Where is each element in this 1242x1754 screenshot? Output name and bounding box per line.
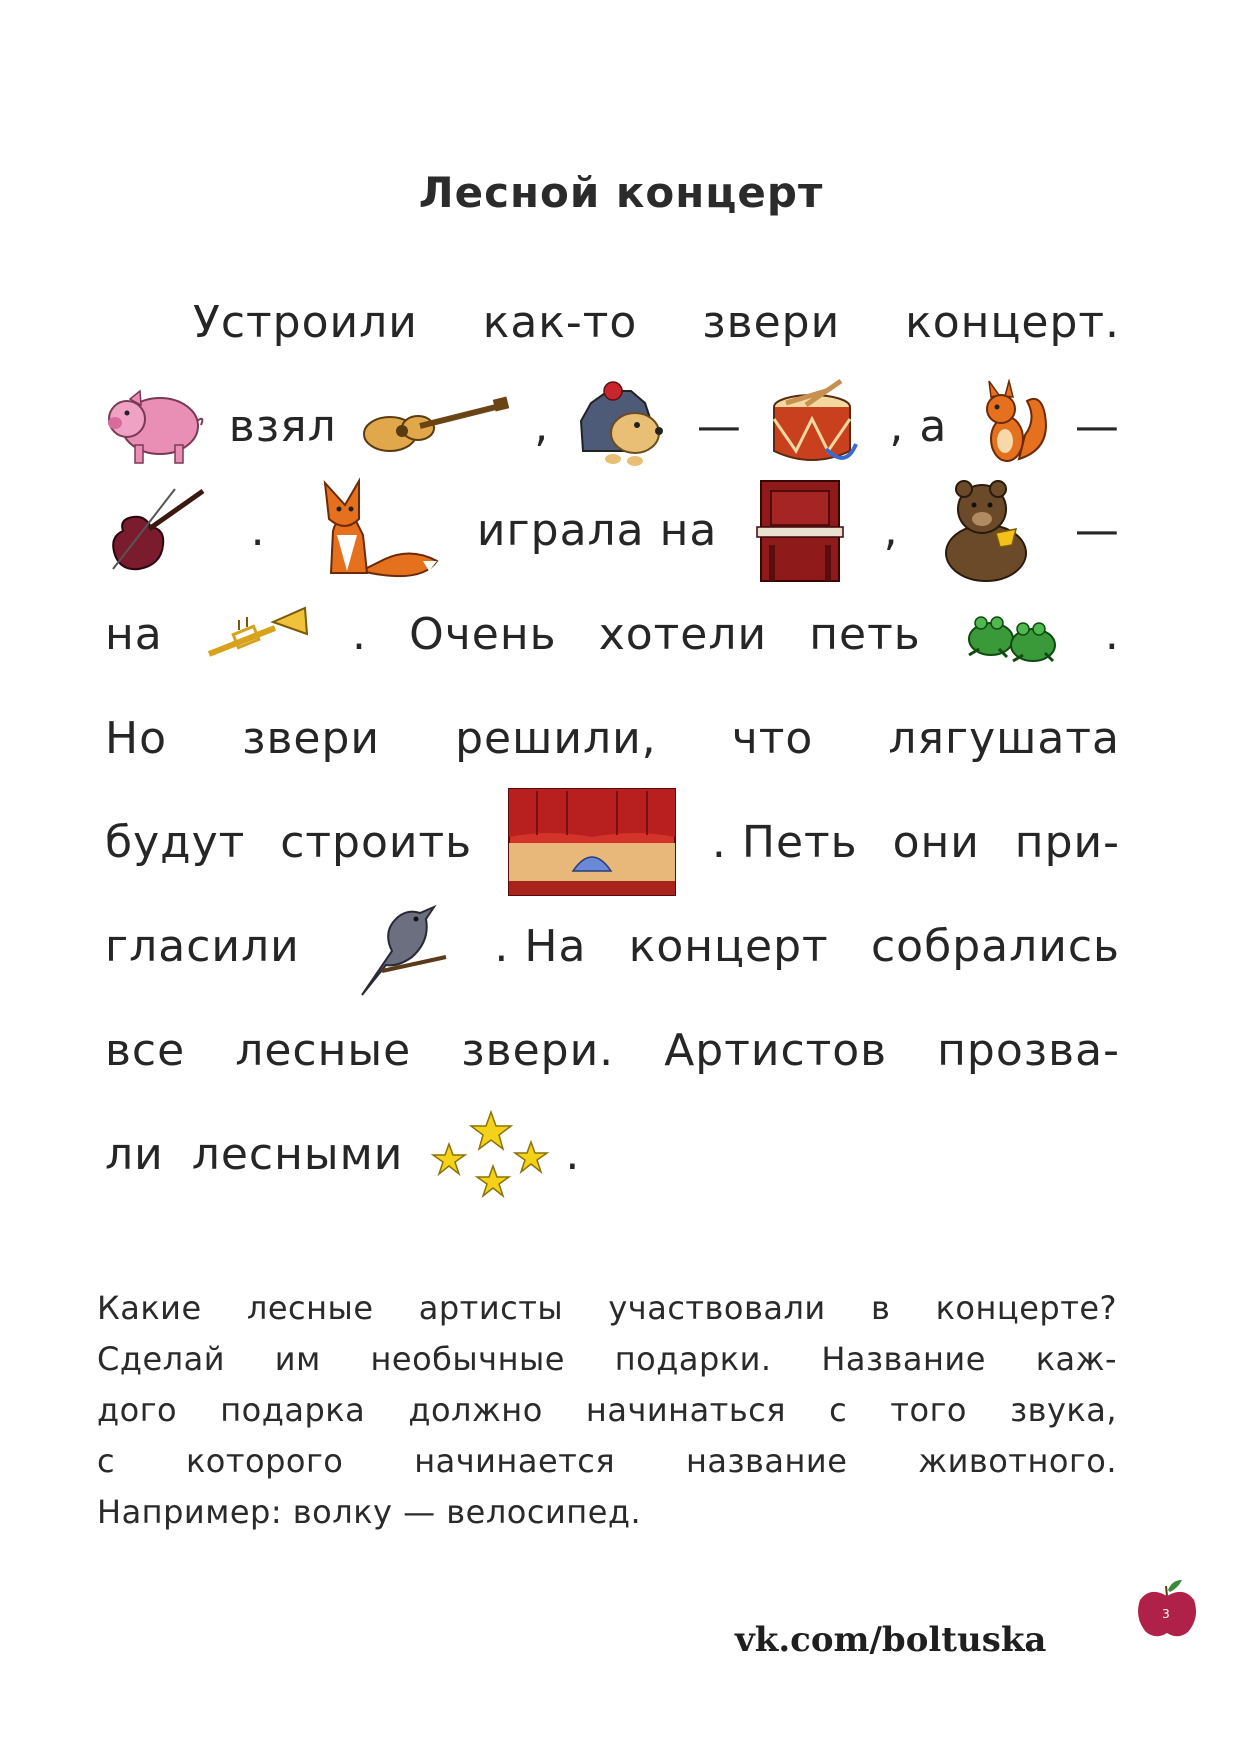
word: лесные [235,1024,412,1076]
word: звери [702,296,841,348]
task-line: с которого начинается название животного. [97,1442,1117,1480]
word: как-то [482,296,638,348]
hedgehog-icon [573,381,673,471]
bear-icon [934,475,1039,585]
story-line-8 [105,998,1120,1102]
word: ли [105,1128,164,1180]
stage-icon [507,787,677,897]
story-line-4 [105,582,1120,686]
word: лесными [191,1128,404,1180]
word: гласили [105,920,300,972]
frogs-icon [963,599,1063,669]
page-number: 3 [1162,1607,1170,1621]
story-text [105,270,1120,1206]
word: , а [889,400,948,452]
fox-icon [301,475,441,585]
word: . Петь [711,816,858,868]
piano-icon [753,475,848,585]
word: они [892,816,980,868]
squirrel-icon [971,379,1051,474]
task-line: дого подарка должно начинаться с того звука, [97,1391,1117,1429]
word: . [250,504,266,556]
word: что [731,712,814,764]
word: звери [242,712,381,764]
word: концерт. [905,296,1120,348]
word: Но [105,712,168,764]
word: собрались [870,920,1120,972]
guitar-icon [360,396,510,456]
story-line-2 [105,374,1120,478]
word: строить [280,816,473,868]
violin-icon [105,485,215,575]
story-line-7 [105,894,1120,998]
nightingale-icon [342,891,452,1001]
word: , [534,400,550,452]
story-line-1 [105,270,1120,374]
word: взял [228,400,337,452]
drum-icon [766,379,866,474]
word: Устроили [193,296,418,348]
word: . На [494,920,587,972]
word: петь [809,608,921,660]
word: все [105,1024,186,1076]
word: , [883,504,899,556]
footer-link[interactable]: vk.com/boltuska [735,1620,1047,1660]
pig-icon [105,381,205,471]
word: Очень [409,608,557,660]
word: решили, [455,712,657,764]
word: лягушата [888,712,1120,764]
word: звери. [461,1024,615,1076]
story-line-5 [105,686,1120,790]
word: на [105,608,163,660]
story-line-3 [105,478,1120,582]
word: прозва- [937,1024,1120,1076]
task-text [97,1283,1117,1538]
task-line: Например: волку — велосипед. [97,1493,642,1531]
task-line: Сделай им необычные подарки. Название каж- [97,1340,1117,1378]
word: — [696,400,742,452]
stars-icon [431,1104,561,1204]
word: при- [1014,816,1120,868]
word: играла на [476,504,718,556]
word: — [1074,400,1120,452]
story-line-9 [105,1102,1120,1206]
word: концерт [628,920,829,972]
word: будут [105,816,246,868]
word: . [1104,608,1120,660]
word: хотели [598,608,768,660]
page-title: Лесной концерт [418,168,824,217]
word: . [352,608,368,660]
word: . [565,1128,581,1180]
word: Артистов [664,1024,888,1076]
trumpet-icon [205,604,310,664]
task-line: Какие лесные артисты участвовали в концерте? [97,1289,1117,1327]
story-line-6 [105,790,1120,894]
word: — [1074,504,1120,556]
